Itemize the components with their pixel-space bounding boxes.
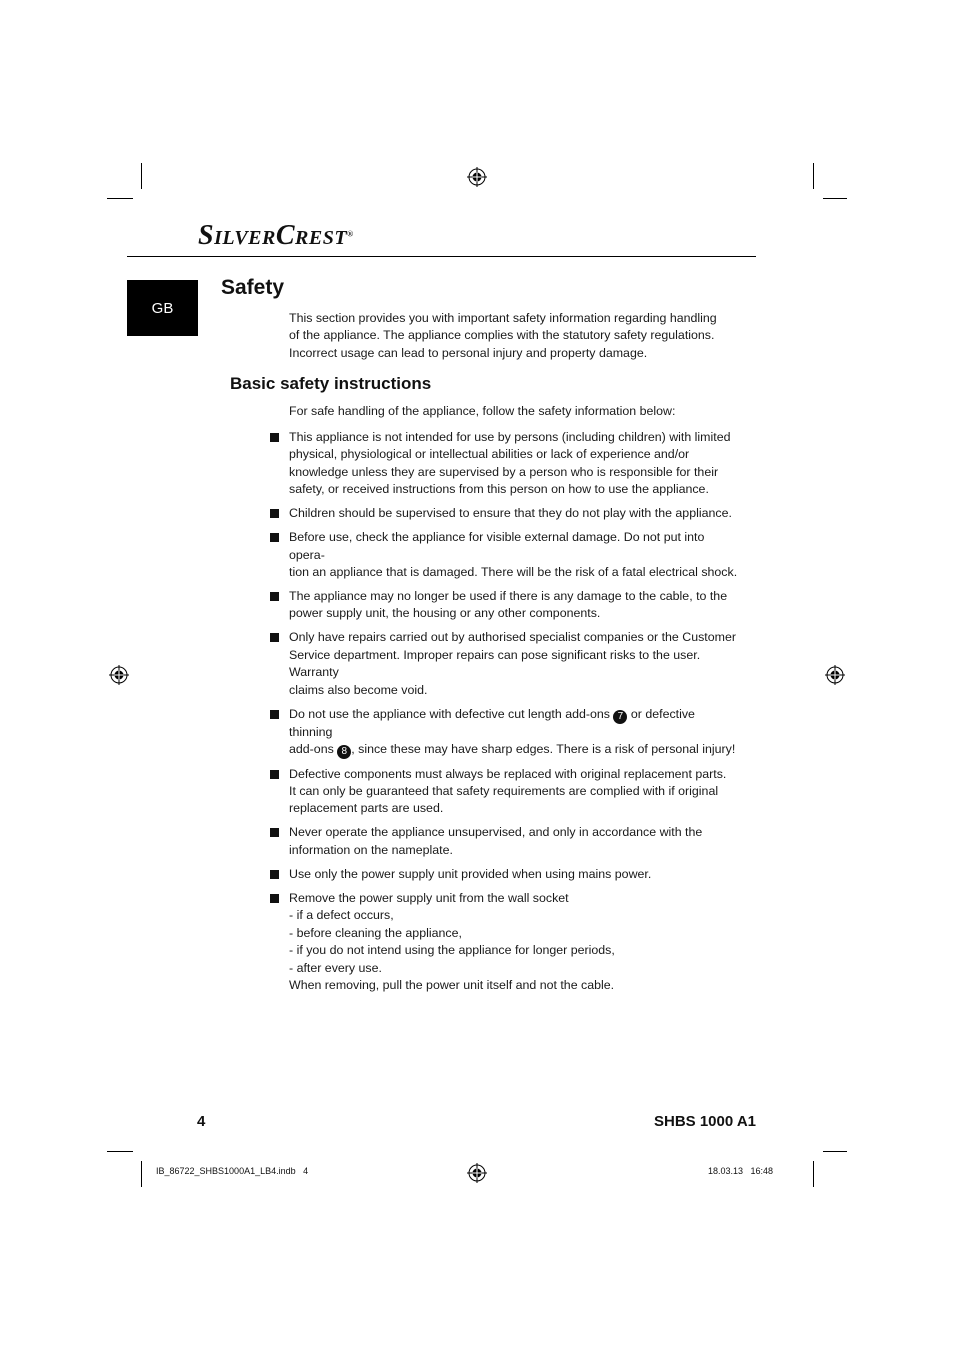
list-item: Never operate the appliance unsupervised, and only in accordance with the information on the nameplate. bbox=[270, 824, 740, 859]
crop-mark bbox=[823, 198, 847, 199]
bullet-square-icon bbox=[270, 770, 279, 779]
registration-mark-icon bbox=[467, 167, 487, 187]
section-title: Safety bbox=[221, 276, 285, 299]
crop-mark bbox=[813, 163, 814, 189]
bullet-square-icon bbox=[270, 592, 279, 601]
intro-line: Incorrect usage can lead to personal injury and property damage. bbox=[289, 345, 648, 360]
registration-mark-icon bbox=[825, 665, 845, 685]
crop-mark bbox=[141, 1161, 142, 1187]
language-tab bbox=[127, 280, 198, 336]
crop-mark bbox=[823, 1151, 847, 1152]
part-ref-badge: 7 bbox=[613, 710, 627, 724]
bullet-square-icon bbox=[270, 509, 279, 518]
list-item: The appliance may no longer be used if there is any damage to the cable, to the power supply unit, the housing or any other components. bbox=[270, 588, 740, 623]
brand-logo: SILVERCREST® bbox=[198, 220, 354, 251]
part-ref-badge: 8 bbox=[337, 745, 351, 759]
print-slug-date: 18.03.13 16:48 bbox=[708, 1166, 774, 1176]
crop-mark bbox=[107, 198, 133, 199]
list-item: This appliance is not intended for use by persons (including children) with limited physical, physiological or intellectual abilities or lack of experience and/or knowledge unless they are supervised by a person who is responsible for their safety, or received instructions from this person on how to use the appliance. bbox=[270, 429, 740, 499]
print-slug-file: IB_86722_SHBS1000A1_LB4.indb 4 bbox=[156, 1166, 309, 1176]
bullet-square-icon bbox=[270, 870, 279, 879]
crop-mark bbox=[107, 1151, 133, 1152]
registration-mark-icon bbox=[109, 665, 129, 685]
section-intro bbox=[289, 310, 739, 362]
intro-line: This section provides you with important safety information regarding handling bbox=[289, 311, 717, 325]
bullet-square-icon bbox=[270, 433, 279, 442]
list-item: Before use, check the appliance for visible external damage. Do not put into opera- tion an appliance that is damaged. There will be the risk of a fatal electrical shock. bbox=[270, 529, 740, 581]
subsection-title: Basic safety instructions bbox=[230, 374, 432, 393]
bullet-square-icon bbox=[270, 828, 279, 837]
bullet-square-icon bbox=[270, 633, 279, 642]
list-item: Only have repairs carried out by authorised specialist companies or the Customer Service department. Improper repairs can pose significant risks to the user. Warranty claims also become void. bbox=[270, 629, 740, 699]
registration-mark-icon bbox=[467, 1163, 487, 1183]
language-tab-label: GB bbox=[151, 299, 174, 317]
page-number: 4 bbox=[197, 1113, 206, 1130]
crop-mark bbox=[141, 163, 142, 189]
header-rule bbox=[127, 256, 756, 257]
list-item: Defective components must always be replaced with original replacement parts. It can only be guaranteed that safety requirements are complied with if original replacement parts are used. bbox=[270, 766, 740, 818]
safety-list bbox=[270, 429, 740, 1001]
intro-line: of the appliance. The appliance complies with the statutory safety regulations. bbox=[289, 328, 715, 343]
list-item: Remove the power supply unit from the wall socket - if a defect occurs, - before cleaning the appliance, - if you do not intend using the appliance for longer periods, - after every use. When removing, pull the power unit itself and not the cable. bbox=[270, 890, 740, 994]
crop-mark bbox=[813, 1161, 814, 1187]
bullet-square-icon bbox=[270, 533, 279, 542]
list-item: Do not use the appliance with defective cut length add-ons 7 or defective thinning add-ons 8 , since these may have sharp edges. There is a risk of personal injury! bbox=[270, 706, 740, 759]
model-number: SHBS 1000 A1 bbox=[654, 1113, 756, 1130]
bullet-square-icon bbox=[270, 710, 279, 719]
subsection-lead: For safe handling of the appliance, follow the safety information below: bbox=[289, 404, 676, 418]
list-item: Use only the power supply unit provided when using mains power. bbox=[270, 866, 740, 883]
bullet-square-icon bbox=[270, 894, 279, 903]
list-item: Children should be supervised to ensure that they do not play with the appliance. bbox=[270, 505, 740, 522]
